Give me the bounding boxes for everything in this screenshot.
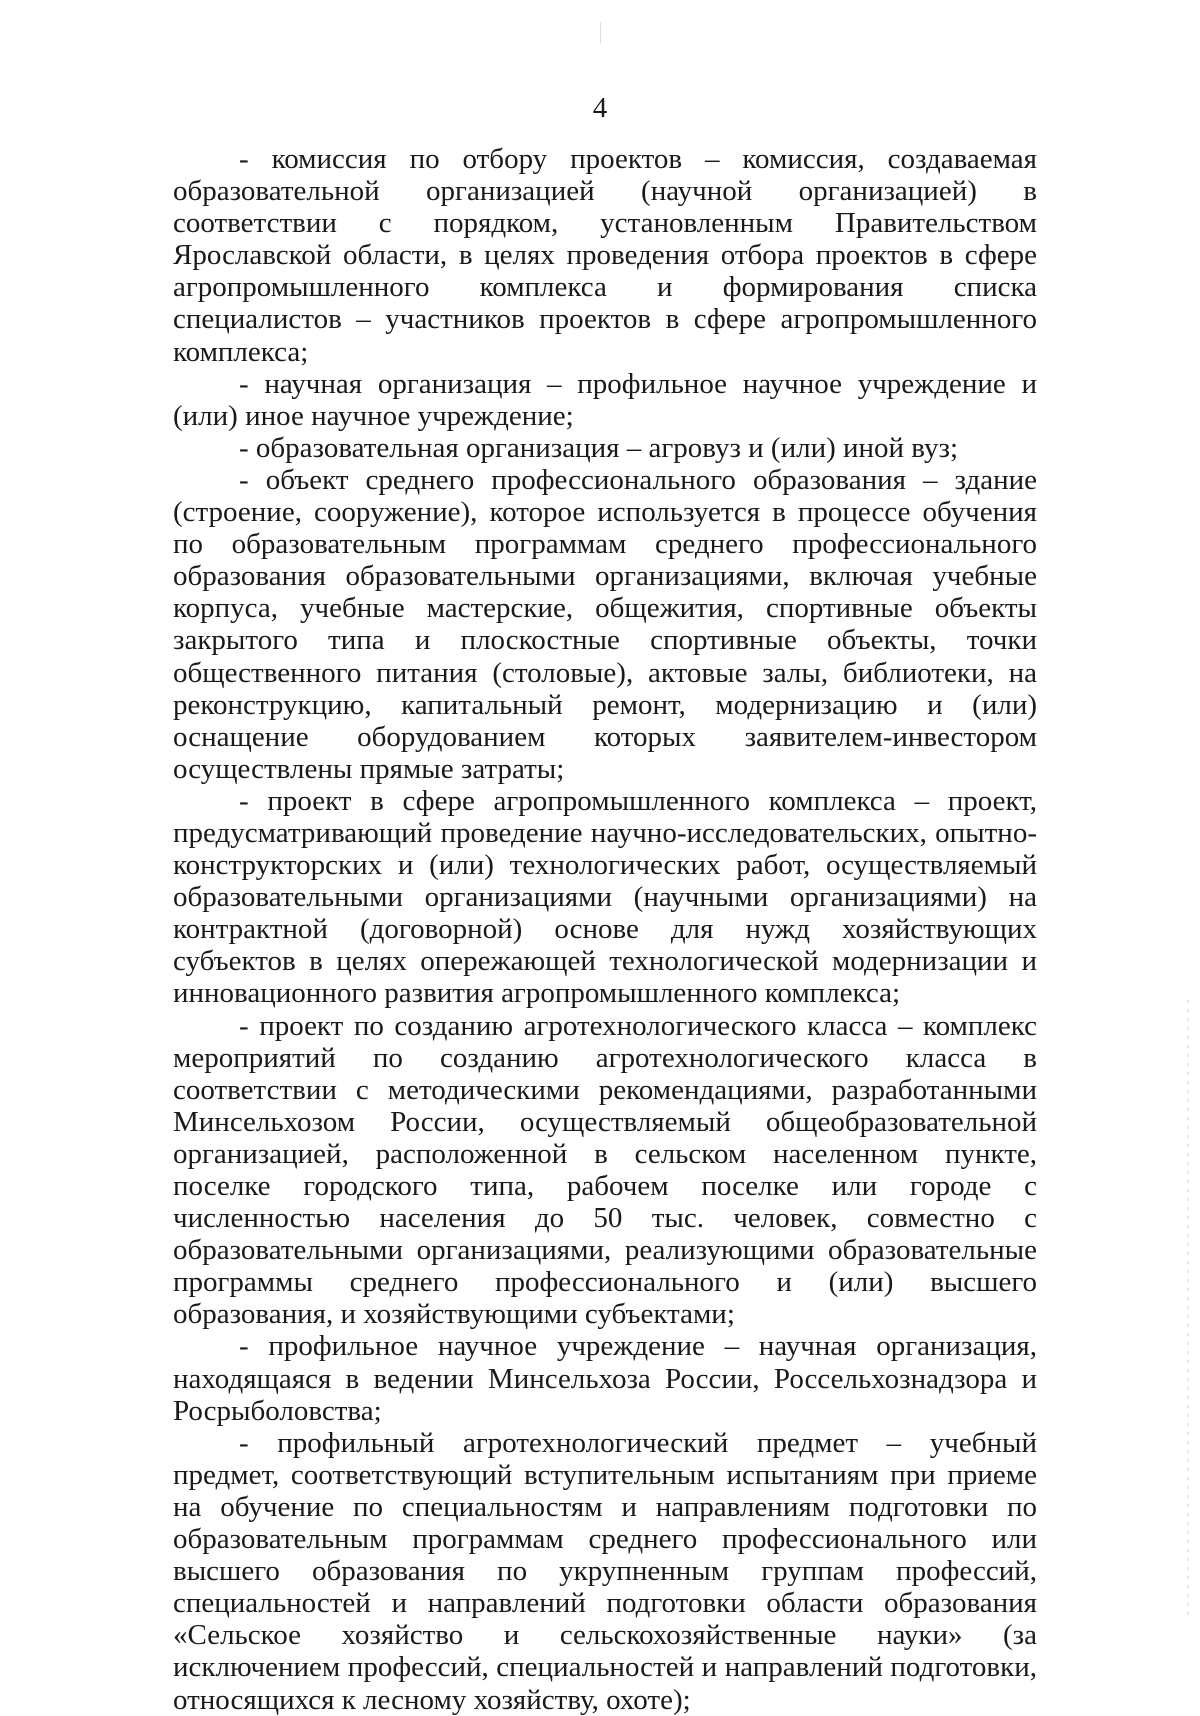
page-number: 4	[592, 92, 608, 124]
definition-paragraph-agrotech-class-project: - проект по созданию агротехнологического класса – комплекс мероприятий по созданию агротехнологического класса в соответствии с методическими рекомендациями, разработанными Минсельхозом России, осуществляемый общеобразовательной организацией, расположенной в сельском населенном пункте, поселке городского типа, рабочем поселке или городе с численностью населения до 50 тыс. человек, совместно с образовательными организациями, реализующими образовательные программы среднего профессионального и (или) высшего образования, и хозяйствующими субъектами;	[173, 1009, 1037, 1331]
document-body	[173, 143, 1037, 1716]
definition-paragraph-scientific-organization: - научная организация – профильное научное учреждение и (или) иное научное учреждение;	[173, 367, 1037, 432]
definition-paragraph-vocational-education-object: - объект среднего профессионального образования – здание (строение, сооружение), которое используется в процессе обучения по образовательным программам среднего профессионального образования образовательными организациями, включая учебные корпуса, учебные мастерские, общежития, спортивные объекты закрытого типа и плоскостные спортивные объекты, точки общественного питания (столовые), актовые залы, библиотеки, на реконструкцию, капитальный ремонт, модернизацию и (или) оснащение оборудованием которых заявителем-инвестором осуществлены прямые затраты;	[173, 463, 1037, 785]
definition-paragraph-selection-commission: - комиссия по отбору проектов – комиссия, создаваемая образовательной организацией (научной организацией) в соответствии с порядком, установленным Правительством Ярославской области, в целях проведения отбора проектов в сфере агропромышленного комплекса и формирования списка специалистов – участников проектов в сфере агропромышленного комплекса;	[173, 143, 1037, 368]
definition-paragraph-specialized-research-institution: - профильное научное учреждение – научная организация, находящаяся в ведении Минсельхоза России, Россельхознадзора и Росрыболовства;	[173, 1330, 1037, 1427]
scan-artifact	[600, 22, 601, 44]
definition-paragraph-educational-organization: - образовательная организация – агровуз и (или) иной вуз;	[239, 431, 959, 464]
definition-paragraph-agro-project: - проект в сфере агропромышленного комплекса – проект, предусматривающий проведение научно-исследовательских, опытно-конструкторских и (или) технологических работ, осуществляемый образовательными организациями (научными организациями) на контрактной (договорной) основе для нужд хозяйствующих субъектов в целях опережающей технологической модернизации и инновационного развития агропромышленного комплекса;	[173, 784, 1037, 1010]
definition-paragraph-agrotech-subject: - профильный агротехнологический предмет – учебный предмет, соответствующий вступительным испытаниям при приеме на обучение по специальностям и направлениям подготовки по образовательным программам среднего профессионального или высшего образования по укрупненным группам профессий, специальностей и направлений подготовки области образования «Сельское хозяйство и сельскохозяйственные науки» (за исключением профессий, специальностей и направлений подготовки, относящихся к лесному хозяйству, охоте);	[173, 1426, 1037, 1716]
scan-artifact	[1187, 1000, 1189, 1620]
